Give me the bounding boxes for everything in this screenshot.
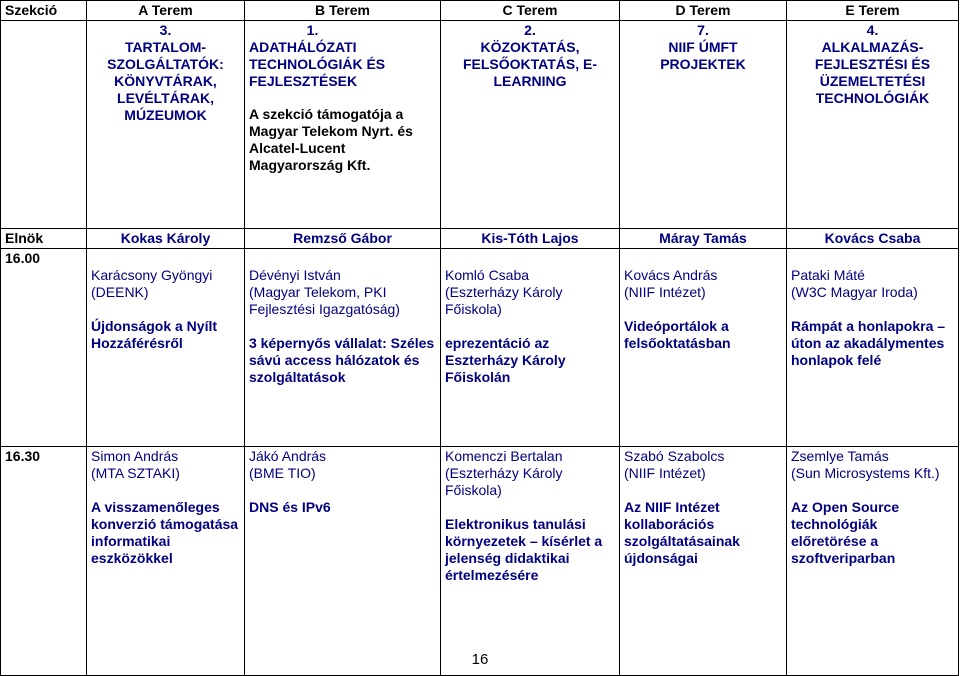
section-number: 4. (866, 22, 879, 38)
room-header-c: C Terem (441, 1, 620, 21)
speaker-affiliation: (Sun Microsystems Kft.) (791, 465, 940, 481)
room-header-a: A Terem (87, 1, 245, 21)
section-cell-a (87, 21, 245, 229)
talk-title: A visszamenőleges konverzió támogatása informatikai eszközökkel (91, 499, 239, 566)
room-header-e: E Terem (787, 1, 959, 21)
talk-title: Elektronikus tanulási környezetek – kísérlet a jelenség didaktikai értelmezésére (445, 516, 603, 583)
chair-name: Kovács Csaba (824, 230, 921, 246)
section-cell-d (620, 21, 787, 229)
speaker-name: Komenczi Bertalan (445, 448, 563, 464)
speaker-name: Kovács András (624, 267, 718, 283)
speaker-affiliation: (Eszterházy Károly Főiskola) (445, 465, 563, 498)
speaker-name: Zsemlye Tamás (791, 448, 889, 464)
talk-title: Az NIIF Intézet kollaborációs szolgáltatásainak újdonságai (624, 499, 740, 566)
section-cell-c (441, 21, 620, 229)
section-title: TARTALOM-SZOLGÁLTATÓK: KÖNYVTÁRAK, LEVÉLTÁRAK, MÚZEUMOK (107, 39, 224, 123)
section-row-empty (1, 21, 87, 229)
talk-title: eprezentáció az Eszterházy Károly Főiskolán (445, 335, 566, 385)
speaker-affiliation: (NIIF Intézet) (624, 284, 706, 300)
talk-cell (441, 249, 620, 447)
talk-cell (245, 249, 441, 447)
page-number: 16 (471, 651, 489, 668)
section-cell-e (787, 21, 959, 229)
chair-cell-e (787, 229, 959, 249)
speaker-affiliation: (BME TIO) (249, 465, 316, 481)
chair-cell-a (87, 229, 245, 249)
chair-cell-d (620, 229, 787, 249)
talk-title: Rámpát a honlapokra – úton az akadálymentes honlapok felé (791, 318, 946, 368)
talk-title: Az Open Source technológiák előretörése a szoftveriparban (791, 499, 900, 566)
section-number: 3. (159, 22, 172, 38)
time-slot-row (1, 447, 959, 676)
speaker-affiliation: (NIIF Intézet) (624, 465, 706, 481)
section-number: 7. (697, 22, 709, 38)
speaker-name: Karácsony Gyöngyi (91, 267, 213, 283)
session-label: Szekció (1, 1, 87, 21)
talk-cell (787, 447, 959, 676)
chair-name: Kis-Tóth Lajos (481, 230, 579, 246)
time-slot-label: 16.30 (1, 447, 87, 676)
section-title: ALKALMAZÁS-FEJLESZTÉSI ÉS ÜZEMELTETÉSI TECHNOLÓGIÁK (814, 39, 931, 106)
talk-cell (620, 249, 787, 447)
section-title: NIIF ÚMFT PROJEKTEK (660, 39, 746, 72)
talk-cell (87, 447, 245, 676)
section-number: 2. (524, 22, 536, 38)
chair-cell-b (245, 229, 441, 249)
chair-label: Elnök (1, 229, 87, 249)
talk-cell (620, 447, 787, 676)
talk-cell (87, 249, 245, 447)
chair-row (1, 229, 959, 249)
speaker-name: Dévényi István (249, 267, 341, 283)
chair-name: Máray Tamás (659, 230, 747, 246)
room-header-row (1, 1, 959, 21)
talk-title: 3 képernyős vállalat: Széles sávú access hálózatok és szolgáltatások (249, 335, 435, 385)
section-title: KÖZOKTATÁS, FELSŐOKTATÁS, E-LEARNING (462, 39, 598, 89)
room-header-b: B Terem (245, 1, 441, 21)
speaker-affiliation: (Eszterházy Károly Főiskola) (445, 284, 563, 317)
chair-name: Kokas Károly (120, 230, 211, 246)
speaker-affiliation: (MTA SZTAKI) (91, 465, 180, 481)
talk-cell (787, 249, 959, 447)
section-title: ADATHÁLÓZATI TECHNOLÓGIÁK ÉS FEJLESZTÉSEK (249, 39, 386, 89)
chair-name: Remzső Gábor (293, 230, 392, 246)
speaker-affiliation: (DEENK) (91, 284, 149, 300)
time-slot-row (1, 249, 959, 447)
talk-title: DNS és IPv6 (249, 499, 331, 515)
room-header-d: D Terem (620, 1, 787, 21)
speaker-affiliation: (W3C Magyar Iroda) (791, 284, 918, 300)
section-sponsor-note: A szekció támogatója a Magyar Telekom Nyrt. és Alcatel-Lucent Magyarország Kft. (249, 106, 413, 173)
talk-cell (245, 447, 441, 676)
speaker-name: Jákó András (249, 448, 327, 464)
talk-title: Újdonságok a Nyílt Hozzáférésről (91, 318, 218, 351)
speaker-name: Komló Csaba (445, 267, 530, 283)
talk-title: Videóportálok a felsőoktatásban (624, 318, 731, 351)
speaker-name: Pataki Máté (791, 267, 865, 283)
section-row (1, 21, 959, 229)
section-number: 1. (306, 22, 319, 38)
speaker-name: Simon András (91, 448, 179, 464)
section-cell-b (245, 21, 441, 229)
time-slot-label: 16.00 (1, 249, 87, 447)
speaker-affiliation: (Magyar Telekom, PKI Fejlesztési Igazgatóság) (249, 284, 400, 317)
talk-cell (441, 447, 620, 676)
speaker-name: Szabó Szabolcs (624, 448, 725, 464)
chair-cell-c (441, 229, 620, 249)
